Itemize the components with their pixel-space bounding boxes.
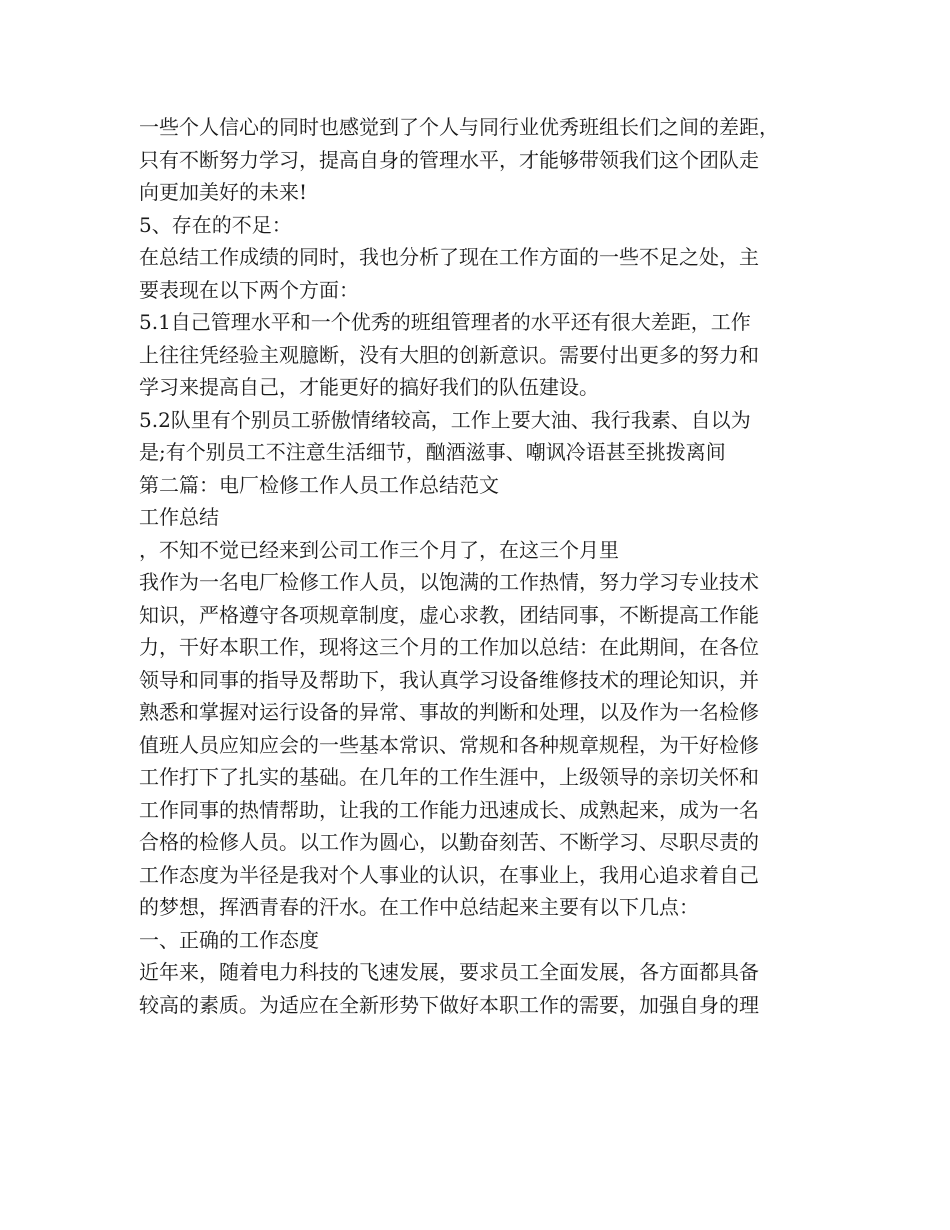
text-line: 熟悉和掌握对运行设备的异常、事故的判断和处理，以及作为一名检修 <box>139 700 759 724</box>
text-line: 知识，严格遵守各项规章制度，虚心求教，团结同事，不断提高工作能 <box>139 602 759 627</box>
text-line: 5.2队里有个别员工骄傲情绪较高，工作上要大油、我行我素、自以为 <box>139 407 751 432</box>
text-line: ，不知不觉已经来到公司工作三个月了，在这三个月里 <box>139 537 619 562</box>
text-line: 上往往凭经验主观臆断，没有大胆的创新意识。需要付出更多的努力和 <box>139 342 759 367</box>
chapter-title: 第二篇：电厂检修工作人员工作总结范文 <box>139 472 499 497</box>
subtitle: 工作总结 <box>139 505 219 529</box>
text-line: 合格的检修人员。以工作为圆心，以勤奋刻苦、不断学习、尽职尽责的 <box>139 830 759 854</box>
text-line: 近年来，随着电力科技的飞速发展，要求员工全面发展，各方面都具备 <box>139 960 759 984</box>
text-line: 学习来提高自己，才能更好的搞好我们的队伍建设。 <box>139 375 599 399</box>
text-line: 领导和同事的指导及帮助下，我认真学习设备维修技术的理论知识，并 <box>139 667 759 692</box>
text-line: 我作为一名电厂检修工作人员，以饱满的工作热情，努力学习专业技术 <box>139 570 759 594</box>
text-line: 工作打下了扎实的基础。在几年的工作生涯中，上级领导的亲切关怀和 <box>139 765 759 789</box>
text-line: 工作态度为半径是我对个人事业的认识，在事业上，我用心追求着自己 <box>139 862 759 887</box>
text-line: 工作同事的热情帮助，让我的工作能力迅速成长、成熟起来，成为一名 <box>139 797 759 822</box>
section-heading: 一、正确的工作态度 <box>139 927 319 952</box>
text-line: 的梦想，挥洒青春的汗水。在工作中总结起来主要有以下几点： <box>139 895 699 919</box>
text-line: 在总结工作成绩的同时，我也分析了现在工作方面的一些不足之处，主 <box>139 245 759 269</box>
text-line: 要表现在以下两个方面： <box>139 277 359 302</box>
text-line: 值班人员应知应会的一些基本常识、常规和各种规章规程，为干好检修 <box>139 732 759 757</box>
text-line: 较高的素质。为适应在全新形势下做好本职工作的需要，加强自身的理 <box>139 992 759 1017</box>
text-line: 是;有个别员工不注意生活细节，酗酒滋事、嘲讽冷语甚至挑拨离间 <box>139 440 726 464</box>
text-line: 5.1自己管理水平和一个优秀的班组管理者的水平还有很大差距，工作 <box>139 310 751 334</box>
text-line: 向更加美好的未来! <box>139 180 308 204</box>
text-line: 只有不断努力学习，提高自身的管理水平，才能够带领我们这个团队走 <box>139 147 759 172</box>
document-body <box>139 111 819 1021</box>
text-line: 一些个人信心的同时也感觉到了个人与同行业优秀班组长们之间的差距， <box>139 115 779 139</box>
section-heading: 5、存在的不足： <box>139 212 292 237</box>
text-line: 力，干好本职工作，现将这三个月的工作加以总结：在此期间，在各位 <box>139 635 759 659</box>
